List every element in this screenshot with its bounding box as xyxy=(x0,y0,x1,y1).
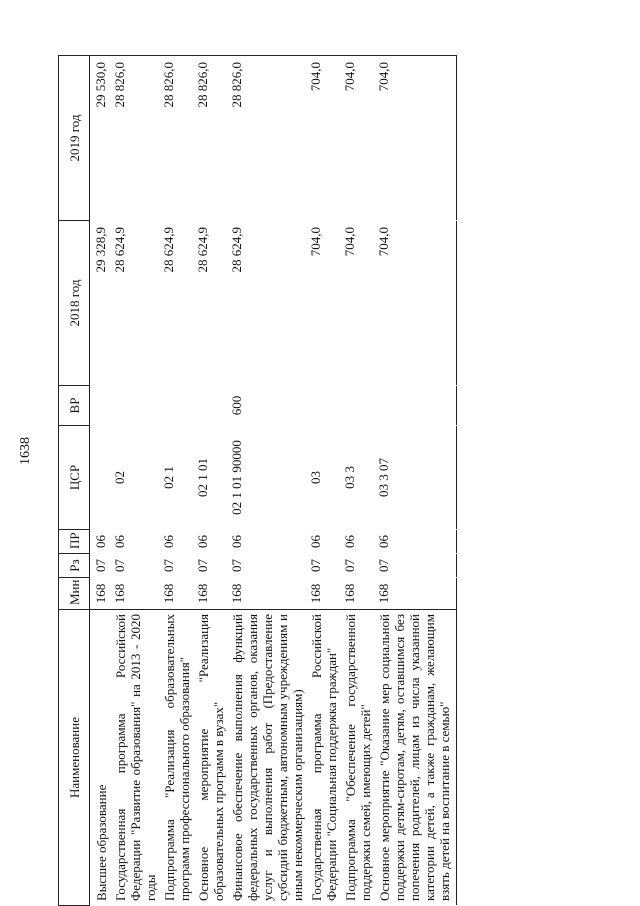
row-pr: 06 xyxy=(376,535,391,548)
header-2019: 2019 год xyxy=(59,56,90,221)
row-csr: 03 3 xyxy=(342,466,357,489)
row-csr: 02 xyxy=(112,471,127,484)
row-pr: 06 xyxy=(112,535,127,548)
table-body xyxy=(90,56,457,906)
row-2018: 28 624,9 xyxy=(112,227,127,273)
row-2019: 704,0 xyxy=(376,62,391,92)
row-2019: 28 826,0 xyxy=(161,62,176,108)
row-vr xyxy=(305,386,339,426)
row-name: Государственная программа Российской Федерации "Развитие образования" на 2013 - 2020 годы xyxy=(109,610,158,906)
budget-table-rotated xyxy=(58,56,606,906)
row-2018: 704,0 xyxy=(342,227,357,257)
row-2018: 704,0 xyxy=(308,227,323,257)
row-2018: 28 624,9 xyxy=(161,227,176,273)
table-row xyxy=(158,56,192,906)
row-rz: 07 xyxy=(229,559,244,572)
row-name: Государственная программа Российской Федерации "Социальная поддержка граждан" xyxy=(305,610,339,906)
row-min: 168 xyxy=(112,583,127,604)
row-vr xyxy=(373,386,457,426)
row-rz: 07 xyxy=(308,559,323,572)
table-row xyxy=(373,56,457,906)
row-csr: 02 1 xyxy=(161,466,176,489)
table-row xyxy=(226,56,305,906)
row-name: Подпрограмма "Обеспечение государственной поддержки семей, имеющих детей" xyxy=(339,610,373,906)
row-csr xyxy=(90,426,110,530)
row-2018: 704,0 xyxy=(376,227,391,257)
row-pr: 06 xyxy=(93,535,108,548)
row-pr: 06 xyxy=(161,535,176,548)
row-vr xyxy=(109,386,158,426)
header-min: Мин xyxy=(59,578,90,610)
row-rz: 07 xyxy=(195,559,210,572)
row-pr: 06 xyxy=(342,535,357,548)
table-row xyxy=(339,56,373,906)
page-number: 1638 xyxy=(18,437,33,465)
row-vr xyxy=(90,386,110,426)
row-2018: 28 624,9 xyxy=(229,227,244,273)
header-csr: ЦСР xyxy=(59,426,90,530)
table-row xyxy=(90,56,110,906)
table-row xyxy=(109,56,158,906)
row-min: 168 xyxy=(195,583,210,604)
row-2019: 28 826,0 xyxy=(112,62,127,108)
table-row xyxy=(192,56,226,906)
row-rz: 07 xyxy=(342,559,357,572)
row-name: Подпрограмма "Реализация образовательных программ профессионального образования" xyxy=(158,610,192,906)
row-min: 168 xyxy=(376,583,391,604)
row-rz: 07 xyxy=(161,559,176,572)
row-csr: 02 1 01 xyxy=(195,458,210,497)
row-2019: 29 530,0 xyxy=(93,62,108,108)
row-name: Основное мероприятие "Реализация образовательных программ в вузах" xyxy=(192,610,226,906)
row-min: 168 xyxy=(93,583,108,604)
row-2018: 29 328,9 xyxy=(93,227,108,273)
row-pr: 06 xyxy=(308,535,323,548)
row-csr: 02 1 01 90000 xyxy=(229,440,244,515)
row-name: Высшее образование xyxy=(90,610,110,906)
row-rz: 07 xyxy=(93,559,108,572)
header-2018: 2018 год xyxy=(59,221,90,386)
row-min: 168 xyxy=(161,583,176,604)
row-pr: 06 xyxy=(229,535,244,548)
row-vr xyxy=(158,386,192,426)
row-2019: 28 826,0 xyxy=(229,62,244,108)
row-csr: 03 xyxy=(308,471,323,484)
row-vr xyxy=(192,386,226,426)
row-vr xyxy=(339,386,373,426)
row-csr: 03 3 07 xyxy=(376,458,391,497)
budget-table xyxy=(58,55,457,906)
row-2019: 704,0 xyxy=(308,62,323,92)
row-name: Основное мероприятие "Оказание мер социальной поддержки детям-сиротам, детям, оставшимся без попечения родителей, лицам из числа указанной категории детей, а также гражданам, желающим взять детей на воспитание в семью" xyxy=(373,610,457,906)
header-vr: ВР xyxy=(59,386,90,426)
row-rz: 07 xyxy=(112,559,127,572)
header-rz: Рз xyxy=(59,554,90,578)
row-2018: 28 624,9 xyxy=(195,227,210,273)
header-pr: ПР xyxy=(59,530,90,554)
row-min: 168 xyxy=(342,583,357,604)
row-rz: 07 xyxy=(376,559,391,572)
header-name: Наименование xyxy=(59,610,90,906)
row-vr: 600 xyxy=(229,395,244,416)
row-name: Финансовое обеспечение выполнения функций федеральных государственных органов, оказания услуг и выполнения работ (Предоставление субсидий бюджетным, автономным учреждениям и иным некоммерческим организациям) xyxy=(226,610,305,906)
row-min: 168 xyxy=(229,583,244,604)
row-min: 168 xyxy=(308,583,323,604)
row-2019: 28 826,0 xyxy=(195,62,210,108)
row-2019: 704,0 xyxy=(342,62,357,92)
table-row xyxy=(305,56,339,906)
table-header xyxy=(59,56,90,906)
row-pr: 06 xyxy=(195,535,210,548)
